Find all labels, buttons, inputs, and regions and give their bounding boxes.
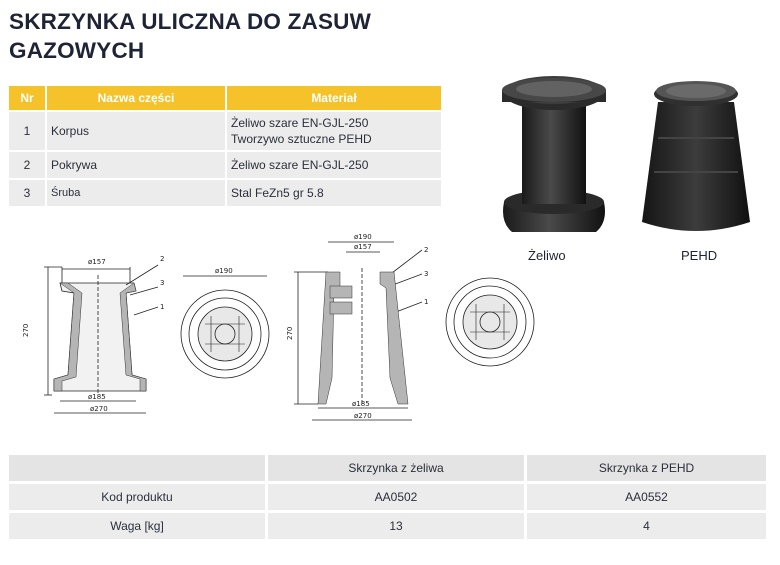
product-table [9, 455, 766, 539]
cast-iron-weight: 13 [265, 510, 524, 539]
row-nr: 1 [9, 110, 45, 150]
header-empty [9, 455, 265, 481]
dim-d190-plan-left: ø190 [215, 267, 233, 275]
callout-3-left: 3 [160, 279, 165, 287]
row-nr: 2 [9, 150, 45, 178]
callout-2-left: 2 [160, 255, 165, 263]
callout-2-right: 2 [424, 246, 429, 254]
table-row [9, 510, 766, 539]
header-cast-iron: Skrzynka z żeliwa [265, 455, 524, 481]
dim-d190-right: ø190 [354, 233, 372, 241]
callout-1-right: 1 [424, 298, 429, 306]
row-part-name: Korpus [45, 110, 225, 150]
table-row [9, 150, 441, 178]
pehd-plan-drawing [440, 272, 540, 372]
row-part-name: Śruba [45, 178, 225, 206]
row-material [225, 110, 441, 150]
dim-d270-left: ø270 [90, 405, 108, 413]
cast-iron-section-drawing [18, 245, 168, 425]
header-nr: Nr [9, 86, 45, 110]
dim-d185-right: ø185 [352, 400, 370, 408]
header-part-name: Nazwa części [45, 86, 225, 110]
pehd-section-drawing [282, 228, 432, 428]
cast-iron-plan-drawing [175, 262, 275, 382]
callout-1-left: 1 [160, 303, 165, 311]
product-table-header [9, 455, 766, 481]
dim-d157-left: ø157 [88, 258, 106, 266]
cast-iron-box-photo [494, 72, 614, 242]
dim-d185-left: ø185 [88, 393, 106, 401]
cast-iron-label: Żeliwo [528, 248, 566, 263]
cast-iron-code: AA0502 [265, 481, 524, 510]
dim-d270-right: ø270 [354, 412, 372, 420]
row-label: Kod produktu [9, 481, 265, 510]
table-row [9, 178, 441, 206]
row-material: Żeliwo szare EN-GJL-250 [225, 150, 441, 178]
table-row [9, 481, 766, 510]
row-label: Waga [kg] [9, 510, 265, 539]
parts-table [9, 86, 441, 206]
pehd-code: AA0552 [524, 481, 766, 510]
dim-height-right: 270 [286, 326, 294, 340]
table-row [9, 110, 441, 150]
header-pehd: Skrzynka z PEHD [524, 455, 766, 481]
callout-3-right: 3 [424, 270, 429, 278]
pehd-box-photo [636, 72, 756, 242]
dim-height-left: 270 [22, 323, 30, 337]
header-material: Materiał [225, 86, 441, 110]
material-line: Żeliwo szare EN-GJL-250 [231, 116, 369, 130]
pehd-label: PEHD [681, 248, 718, 263]
material-line: Tworzywo sztuczne PEHD [231, 132, 372, 146]
row-nr: 3 [9, 178, 45, 206]
page-title: SKRZYNKA ULICZNA DO ZASUW GAZOWYCH [9, 9, 372, 63]
row-part-name: Pokrywa [45, 150, 225, 178]
parts-table-header [9, 86, 441, 110]
dim-d157-right: ø157 [354, 243, 372, 251]
pehd-weight: 4 [524, 510, 766, 539]
row-material: Stal FeZn5 gr 5.8 [225, 178, 441, 206]
